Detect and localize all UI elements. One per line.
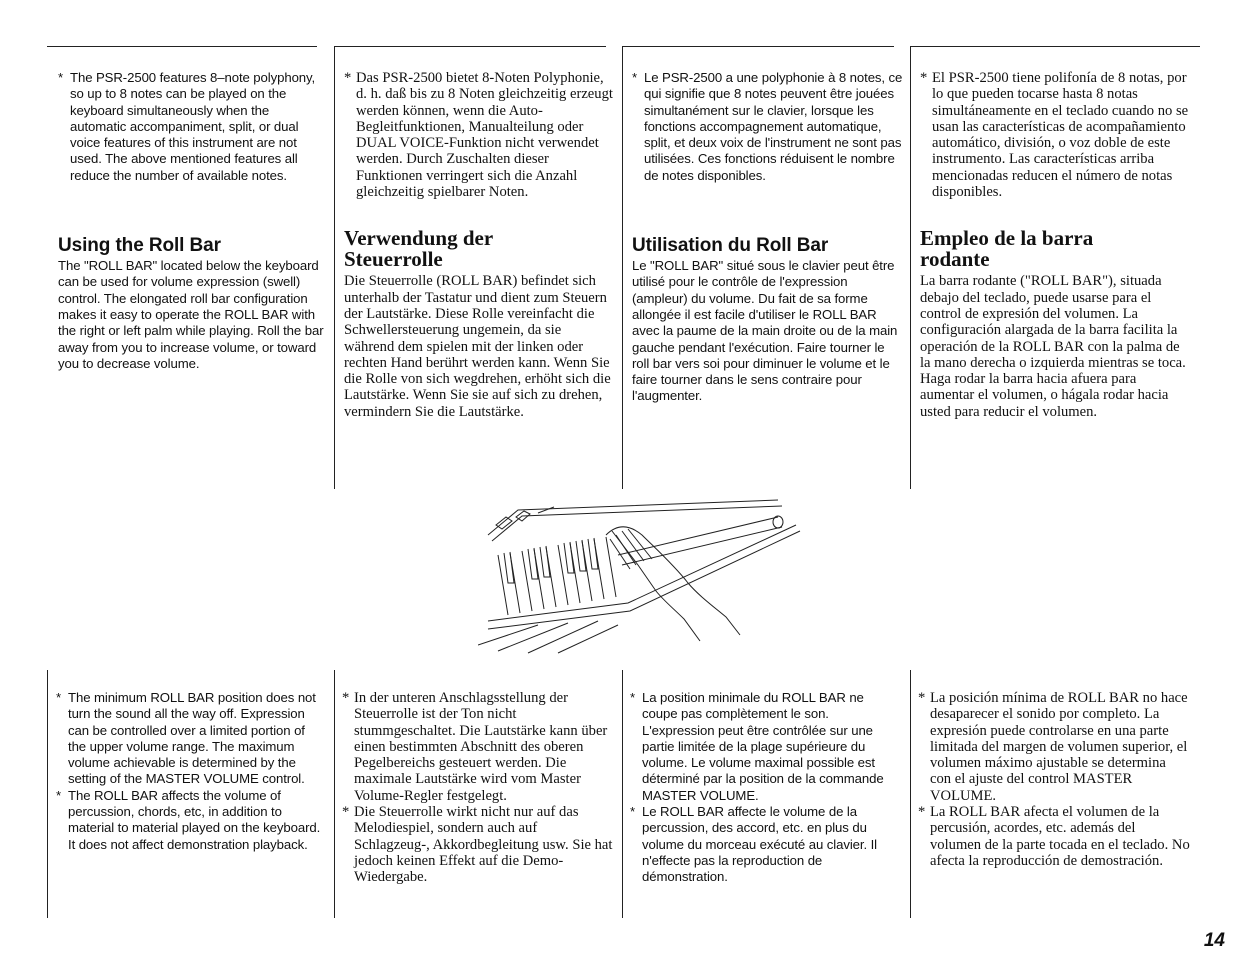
- spanish-notes: [918, 690, 1190, 869]
- page-number: 14: [1203, 930, 1225, 951]
- polyphony-note: [920, 70, 1192, 200]
- bullet: *: [918, 804, 926, 821]
- bullet: *: [632, 70, 638, 85]
- section-body: La barra rodante ("ROLL BAR"), situada debajo del teclado, puede usarse para el control de expresión del volumen. La configuración alargada de la barra facilita la operación de la ROLL BAR con la palma de la mano derecha o izquierda mientras se toca. Haga rodar la barra hacia afuera para aumentar el volumen, o hágala rodar hacia usted para reducir el volumen.: [920, 273, 1186, 420]
- note-item: [918, 690, 1190, 804]
- note-text: La posición mínima de ROLL BAR no hace desaparecer el sonido por completo. La expresión puede controlarse en una parte limitada del margen de volumen superior, el volumen máximo ajustable se determina con el ajuste del control MASTER VOLUME.: [930, 690, 1188, 804]
- column-rule-left-b2: [334, 670, 335, 918]
- note-text: El PSR-2500 tiene polifonía de 8 notas, por lo que pueden tocarse hasta 8 notas simultáneamente en el teclado cuando no se usan las características de acompañamiento automático, división, o voz doble de este instrumento. Las características arriba mencionadas reducen el número de notas disponibles.: [932, 70, 1189, 201]
- bullet: *: [342, 804, 350, 821]
- note-item: [630, 690, 902, 804]
- bullet: *: [56, 787, 62, 803]
- german-notes: [342, 690, 614, 886]
- note-item: [342, 804, 614, 885]
- note-text: The minimum ROLL BAR position does not turn the sound all the way off. Expression can be controlled over a limited portion of the upper volume range. The maximum volume achievable is determined by the setting of the MASTER VOLUME control.: [68, 690, 316, 787]
- note-text: Das PSR-2500 bietet 8-Noten Polyphonie, d. h. daß bis zu 8 Noten gleichzeitig erzeugt werden können, wenn die Auto-Begleitfunktionen, Manualteilung oder DUAL VOICE-Funktion nicht verwendet werden. Durch Zuschalten dieser Funktionen verringert sich die Anzahl gleichzeitig spielbarer Noten.: [356, 70, 613, 201]
- note-text: La position minimale du ROLL BAR ne coupe pas complètement le son. L'expression peut être contrôlée sur une partie limitée de la plage supérieure du volume. Le volume maximal possible est déterminé par la position de la commande MASTER VOLUME.: [642, 690, 884, 803]
- section-heading: Utilisation du Roll Bar: [632, 235, 829, 257]
- note-item: [918, 804, 1190, 869]
- bullet: *: [630, 690, 636, 705]
- note-text: The PSR-2500 features 8–note polyphony, so up to 8 notes can be played on the keyboard simultaneously when the automatic accompaniment, split, or dual voice features of this instrument are not used. The above mentioned features all reduce the number of available notes.: [70, 70, 316, 183]
- note-item: [630, 804, 902, 885]
- note-text: Le ROLL BAR affecte le volume de la percussion, des accord, etc. en plus du volume du morceau exécuté au clavier. Il n'effecte pas la reproduction de démonstration.: [642, 804, 877, 885]
- section-heading: Empleo de la barra rodante: [920, 226, 1094, 272]
- bullet: *: [58, 70, 64, 85]
- french-column: [632, 70, 904, 405]
- polyphony-note: [632, 70, 904, 184]
- column-rule-top-4: [910, 46, 1200, 47]
- column-rule-top-1: [47, 46, 317, 47]
- section-heading: Verwendung der Steuerrolle: [344, 226, 493, 272]
- note-text: La ROLL BAR afecta el volumen de la percusión, acordes, etc. además del volumen de la parte tocada en el teclado. No afecta la reproducción de demostración.: [930, 804, 1190, 869]
- bullet: *: [342, 690, 350, 706]
- bullet: *: [344, 70, 352, 86]
- section-body: The "ROLL BAR" located below the keyboard can be used for volume expression (swell) control. The elongated roll bar configuration makes it easy to operate the ROLL BAR with the right or left palm while playing. Roll the bar away from you to increase volume, or toward you to decrease volume.: [58, 258, 324, 371]
- english-notes: [56, 690, 326, 853]
- german-column: [344, 70, 614, 420]
- column-rule-left-b3: [622, 670, 623, 918]
- hand-on-roll-bar-icon: [478, 495, 808, 655]
- section-body: Le "ROLL BAR" situé sous le clavier peut être utilisé pour le contrôle de l'expression (ampleur) du volume. Du fait de sa forme allongée il est facile d'utiliser le ROLL BAR avec la paume de la main droite ou de la main gauche pendant l'exécution. Faire tourner le roll bar vers soi pour diminuer le volume et le faire tourner dans le sens contraire pour l'augmenter.: [632, 258, 898, 404]
- column-rule-top-2: [334, 46, 606, 47]
- note-text: The ROLL BAR affects the volume of percussion, chords, etc, in addition to material to material played on the keyboard. It does not affect demonstration playback.: [68, 787, 321, 852]
- column-rule-left-2: [334, 46, 335, 489]
- bullet: *: [56, 690, 62, 705]
- column-rule-left-b1: [47, 670, 48, 918]
- section-body: Die Steuerrolle (ROLL BAR) befindet sich unterhalb der Tastatur und dient zum Steuern der Lautstärke. Diese Rolle vereinfacht die Schwellersteuerung ungemein, da sie während dem spielen mit der linken oder rechten Hand berührt werden kann. Wenn Sie die Rolle von sich wegdrehen, erhöht sich die Lautstärke. Wenn Sie sie auf sich zu drehen, vermindern Sie die Lautstärke.: [344, 273, 611, 420]
- column-rule-left-4: [910, 46, 911, 489]
- bullet: *: [920, 70, 928, 86]
- spanish-column: [920, 70, 1192, 420]
- column-rule-left-b4: [910, 670, 911, 918]
- column-rule-left-3: [622, 46, 623, 489]
- english-column: [58, 70, 324, 372]
- note-text: Die Steuerrolle wirkt nicht nur auf das Melodiespiel, sondern auch auf Schlagzeug-, Akkordbegleitung usw. Sie hat jedoch keinen Effekt auf die Demo-Wiedergabe.: [354, 804, 613, 886]
- column-rule-top-3: [622, 46, 894, 47]
- note-item: [56, 690, 326, 788]
- french-notes: [630, 690, 902, 886]
- note-item: [56, 788, 326, 853]
- section-heading: Using the Roll Bar: [58, 235, 221, 257]
- note-item: [342, 690, 614, 804]
- note-text: In der unteren Anschlagsstellung der Steuerrolle ist der Ton nicht stummgeschaltet. Die Lautstärke kann über einen bestimmten Abschnitt des oberen Pegelbereichs gesteuert werden. Die maximale Lautstärke wird vom Master Volume-Regler festgelegt.: [354, 690, 608, 804]
- polyphony-note: [58, 70, 324, 184]
- polyphony-note: [344, 70, 614, 200]
- note-text: Le PSR-2500 a une polyphonie à 8 notes, ce qui signifie que 8 notes peuvent être jouées simultanément sur le clavier, lorsque les fonctions accompagnement automatique, split, et deux voix de l'instrument ne sont pas utilisées. Ces fonctions réduisent le nombre de notes disponibles.: [644, 70, 903, 183]
- bullet: *: [918, 690, 926, 706]
- bullet: *: [630, 804, 636, 820]
